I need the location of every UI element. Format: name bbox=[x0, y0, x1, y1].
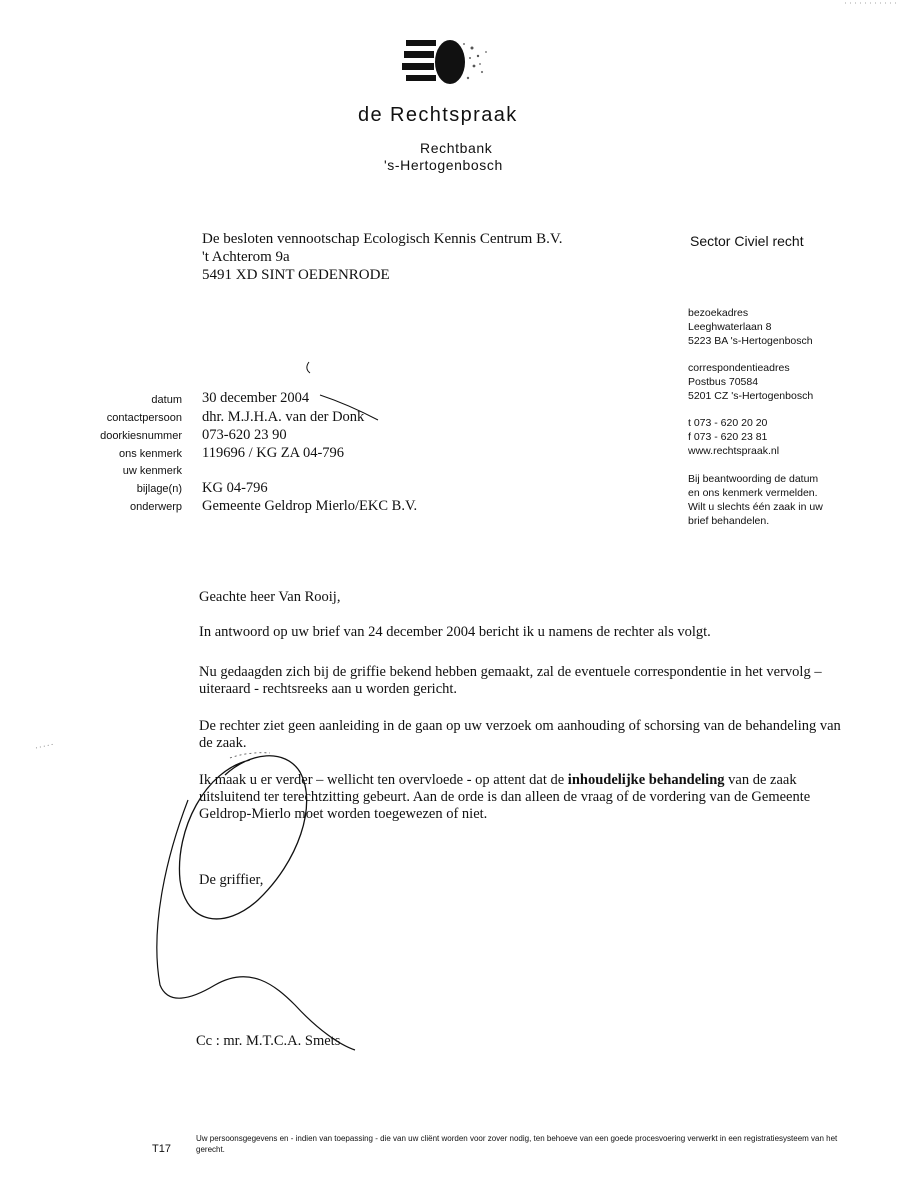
contact-numbers bbox=[688, 416, 779, 458]
correspondence-address-city: 5201 CZ 's-Hertogenbosch bbox=[688, 390, 814, 402]
phone-number: t 073 - 620 20 20 bbox=[688, 417, 768, 429]
correspondence-address-street: Postbus 70584 bbox=[688, 376, 759, 388]
addressee-city: 5491 XD SINT OEDENRODE bbox=[202, 267, 390, 283]
reply-notice-line: brief behandelen. bbox=[688, 515, 770, 527]
paragraph-3: De rechter ziet geen aanleiding in de gaan op uw verzoek om aanhouding of schorsing van de behandeling van de zaak. bbox=[199, 718, 841, 751]
paragraph-1: In antwoord op uw brief van 24 december 2004 bericht ik u namens de rechter als volgt. bbox=[199, 624, 711, 640]
fax-number: f 073 - 620 23 81 bbox=[688, 431, 768, 443]
ref-value-onderwerp: Gemeente Geldrop Mierlo/EKC B.V. bbox=[202, 498, 418, 514]
ref-label-datum: datum bbox=[151, 394, 182, 406]
form-code: T17 bbox=[152, 1143, 171, 1155]
privacy-footer: Uw persoonsgegevens en - indien van toepassing - die van uw cliënt worden voor zover nodig, ten behoeve van een goede procesvoering verwerkt in een registratiesysteem van het gerecht. bbox=[196, 1134, 838, 1154]
ref-value-datum: 30 december 2004 bbox=[202, 390, 310, 406]
court-name: Rechtbank bbox=[420, 140, 493, 156]
correspondence-address-label: correspondentieadres bbox=[688, 362, 790, 374]
ref-label-ons-kenmerk: ons kenmerk bbox=[119, 448, 182, 460]
ref-label-contactpersoon: contactpersoon bbox=[106, 412, 182, 424]
paragraph-4-bold: inhoudelijke behandeling bbox=[567, 772, 725, 788]
visit-address-label: bezoekadres bbox=[688, 307, 749, 319]
ref-value-bijlagen: KG 04-796 bbox=[202, 480, 268, 496]
paragraph-4 bbox=[199, 772, 849, 823]
reply-notice-line: Bij beantwoording de datum bbox=[688, 473, 819, 485]
sector-label: Sector Civiel recht bbox=[690, 233, 804, 249]
visit-address bbox=[688, 306, 813, 348]
addressee-street: 't Achterom 9a bbox=[202, 249, 290, 265]
ref-value-doorkiesnummer: 073-620 23 90 bbox=[202, 427, 287, 443]
correspondence-address bbox=[688, 361, 813, 403]
reply-notice-line: en ons kenmerk vermelden. bbox=[688, 487, 818, 499]
ref-label-uw-kenmerk: uw kenmerk bbox=[122, 465, 182, 477]
salutation: Geachte heer Van Rooij, bbox=[199, 589, 341, 605]
cc-line: Cc : mr. M.T.C.A. Smets bbox=[196, 1033, 341, 1049]
paragraph-4-text: van de zaak uitsluitend ter terechtzitting gebeurt. Aan de orde is dan alleen de vraag of de vordering van de Gemeente Geldrop-Mierlo moet worden toegewezen of niet. bbox=[199, 772, 811, 822]
ref-label-onderwerp: onderwerp bbox=[130, 501, 182, 513]
closing: De griffier, bbox=[199, 872, 264, 888]
ref-value-contactpersoon: dhr. M.J.H.A. van der Donk bbox=[202, 409, 365, 425]
reply-notice-line: Wilt u slechts één zaak in uw bbox=[688, 501, 823, 513]
brand-name: de Rechtspraak bbox=[358, 104, 518, 126]
ref-value-ons-kenmerk: 119696 / KG ZA 04-796 bbox=[202, 445, 345, 461]
visit-address-city: 5223 BA 's-Hertogenbosch bbox=[688, 335, 813, 347]
ref-label-bijlagen: bijlage(n) bbox=[136, 483, 182, 495]
ref-label-doorkiesnummer: doorkiesnummer bbox=[100, 430, 182, 442]
rechtspraak-logo-icon bbox=[398, 38, 496, 88]
paragraph-4-text: Ik maak u er verder – wellicht ten overvloede - op attent dat de bbox=[199, 772, 568, 788]
court-city: 's-Hertogenbosch bbox=[384, 157, 503, 173]
addressee-name: De besloten vennootschap Ecologisch Kennis Centrum B.V. bbox=[202, 231, 563, 247]
website: www.rechtspraak.nl bbox=[688, 445, 780, 457]
paragraph-2: Nu gedaagden zich bij de griffie bekend hebben gemaakt, zal de eventuele correspondentie in het vervolg – uiteraard - rechtsreeks aan u worden gericht. bbox=[199, 664, 822, 697]
reply-notice bbox=[688, 472, 823, 528]
visit-address-street: Leeghwaterlaan 8 bbox=[688, 321, 772, 333]
